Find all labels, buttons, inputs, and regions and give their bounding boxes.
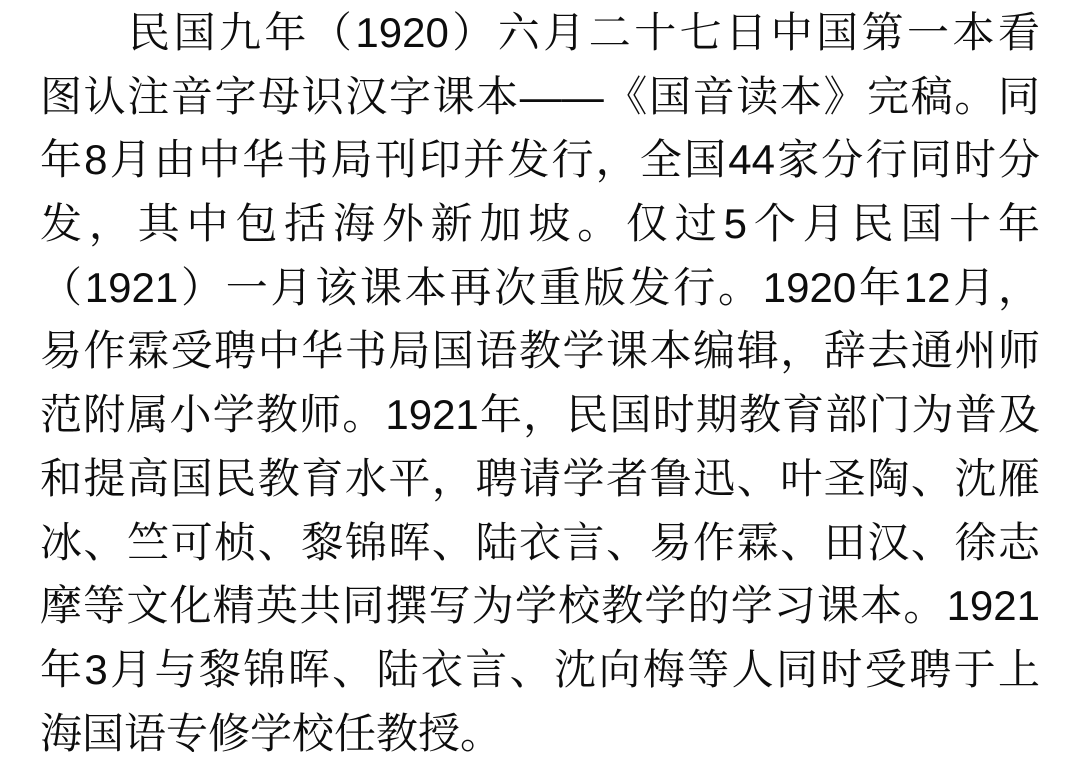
- text-line: 民国九年（1920）六月二十七日中国第一本看: [128, 9, 1040, 56]
- text-line: 易作霖受聘中华书局国语教学课本编辑，辞去通州师: [40, 327, 1040, 375]
- text-line: 摩等文化精英共同撰写为学校教学的学习课本。1921: [40, 582, 1040, 630]
- text-line: 图认注音字母识汉字课本——《国音读本》完稿。同: [40, 72, 1040, 120]
- text-line: 范附属小学教师。1921年，民国时期教育部门为普及: [40, 391, 1040, 439]
- text-line: 年8月由中华书局刊印并发行，全国44家分行同时分: [40, 136, 1040, 184]
- text-line: 海国语专修学校任教授。: [40, 709, 503, 757]
- text-line: 发，其中包括海外新加坡。仅过5个月民国十年: [40, 200, 1040, 248]
- text-line: （1921）一月该课本再次重版发行。1920年12月，: [40, 263, 1040, 311]
- text-line: 年3月与黎锦晖、陆衣言、沈向梅等人同时受聘于上: [40, 645, 1040, 693]
- text-line: 和提高国民教育水平，聘请学者鲁迅、叶圣陶、沈雁: [40, 454, 1040, 502]
- text-line: 冰、竺可桢、黎锦晖、陆衣言、易作霖、田汉、徐志: [40, 518, 1040, 566]
- article-paragraph: [40, 1, 1040, 765]
